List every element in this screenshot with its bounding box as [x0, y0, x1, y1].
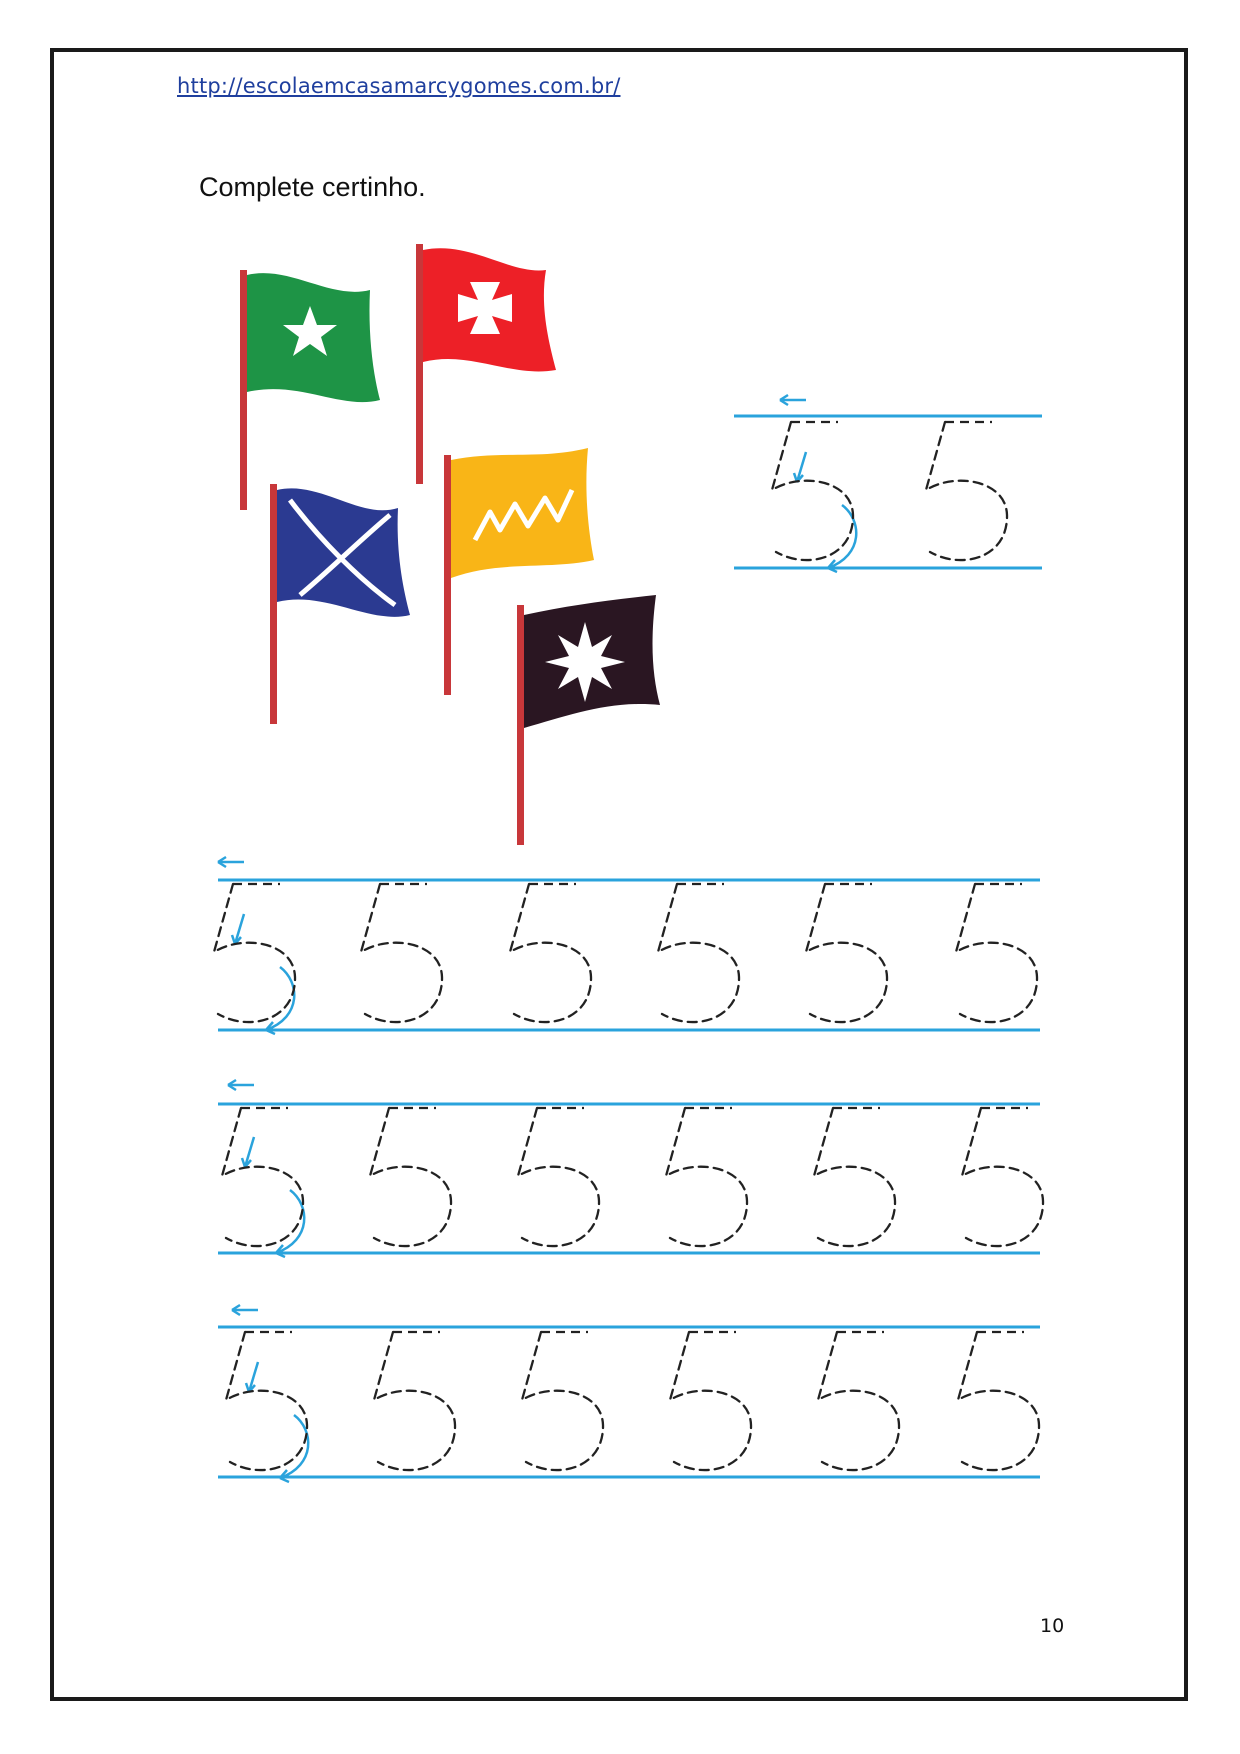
practice-block-top	[734, 395, 1042, 572]
practice-row-1	[214, 857, 1040, 1034]
flags-illustration	[240, 244, 660, 845]
page-number: 10	[1040, 1615, 1065, 1637]
instruction-text: Complete certinho.	[199, 172, 426, 202]
flag-green	[240, 270, 380, 510]
flag-black	[517, 595, 660, 845]
practice-row-2	[218, 1080, 1043, 1257]
practice-row-3	[218, 1305, 1040, 1482]
site-link[interactable]: http://escolaemcasamarcygomes.com.br/	[177, 74, 621, 98]
flag-blue	[270, 484, 410, 724]
flag-red	[416, 244, 556, 484]
